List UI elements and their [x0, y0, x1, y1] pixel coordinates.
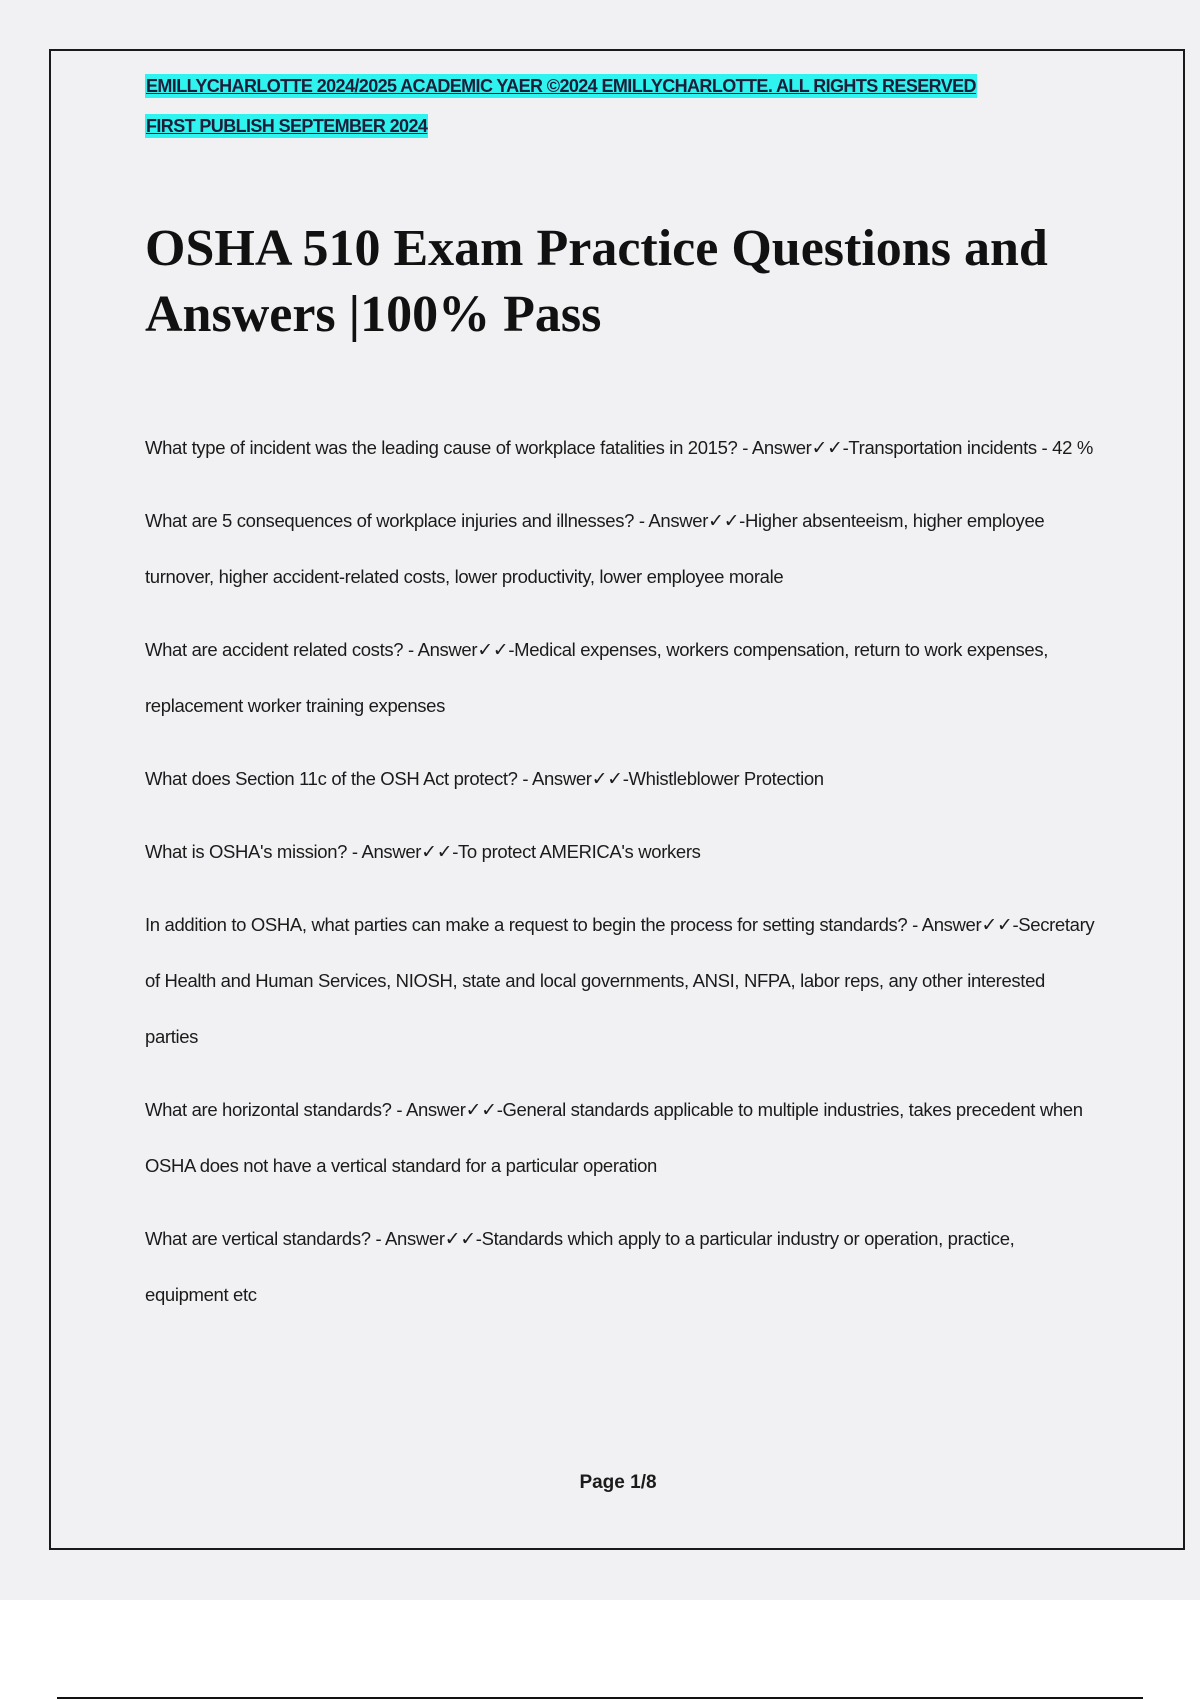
page-number: Page 1/8	[579, 1472, 657, 1493]
qa-question: What are vertical standards? - Answer	[145, 1228, 445, 1249]
document-title: OSHA 510 Exam Practice Questions and Answers |100% Pass	[145, 220, 1048, 343]
qa-answer: -Standards which apply to a particular industry or operation, practice, equipment etc	[145, 1228, 1015, 1305]
qa-item	[145, 622, 1095, 734]
check-mark-icon: ✓✓	[477, 639, 509, 661]
next-page-top-divider	[57, 1697, 1143, 1699]
check-mark-icon: ✓✓	[465, 1099, 497, 1121]
check-mark-icon: ✓✓	[421, 841, 453, 863]
qa-question: What are accident related costs? - Answer	[145, 639, 478, 660]
qa-answer: -General standards applicable to multiple industries, takes precedent when OSHA does not have a vertical standard for a particular operation	[145, 1099, 1083, 1176]
qa-item	[145, 897, 1095, 1065]
document-content	[145, 70, 1095, 1340]
check-mark-icon: ✓✓	[708, 510, 740, 532]
qa-item	[145, 420, 1095, 476]
check-mark-icon: ✓✓	[981, 914, 1013, 936]
publish-date-header: FIRST PUBLISH SEPTEMBER 2024	[146, 116, 428, 136]
qa-list	[145, 420, 1095, 1323]
check-mark-icon: ✓✓	[811, 437, 843, 459]
qa-answer: -Higher absenteeism, higher employee turnover, higher accident-related costs, lower productivity, lower employee morale	[145, 510, 1045, 587]
qa-answer: -Whistleblower Protection	[622, 768, 824, 789]
qa-item	[145, 493, 1095, 605]
qa-question: What are 5 consequences of workplace injuries and illnesses? - Answer	[145, 510, 709, 531]
qa-item	[145, 1211, 1095, 1323]
check-mark-icon: ✓✓	[591, 768, 623, 790]
qa-question: What does Section 11c of the OSH Act protect? - Answer	[145, 768, 592, 789]
qa-item	[145, 824, 1095, 880]
document-header	[145, 70, 1095, 138]
qa-answer: -Secretary of Health and Human Services, NIOSH, state and local governments, ANSI, NFPA, labor reps, any other interested parties	[145, 914, 1095, 1047]
qa-item	[145, 751, 1095, 807]
qa-question: What is OSHA's mission? - Answer	[145, 841, 422, 862]
check-mark-icon: ✓✓	[444, 1228, 476, 1250]
qa-question: In addition to OSHA, what parties can make a request to begin the process for setting standards? - Answer	[145, 914, 982, 935]
qa-question: What type of incident was the leading cause of workplace fatalities in 2015? - Answer	[145, 437, 812, 458]
qa-answer: -Medical expenses, workers compensation, return to work expenses, replacement worker training expenses	[145, 639, 1049, 716]
qa-item	[145, 1082, 1095, 1194]
qa-question: What are horizontal standards? - Answer	[145, 1099, 466, 1120]
copyright-header: EMILLYCHARLOTTE 2024/2025 ACADEMIC YAER ©2024 EMILLYCHARLOTTE. ALL RIGHTS RESERVED	[146, 76, 976, 96]
qa-answer: -Transportation incidents - 42 %	[842, 437, 1093, 458]
qa-answer: -To protect AMERICA's workers	[452, 841, 701, 862]
